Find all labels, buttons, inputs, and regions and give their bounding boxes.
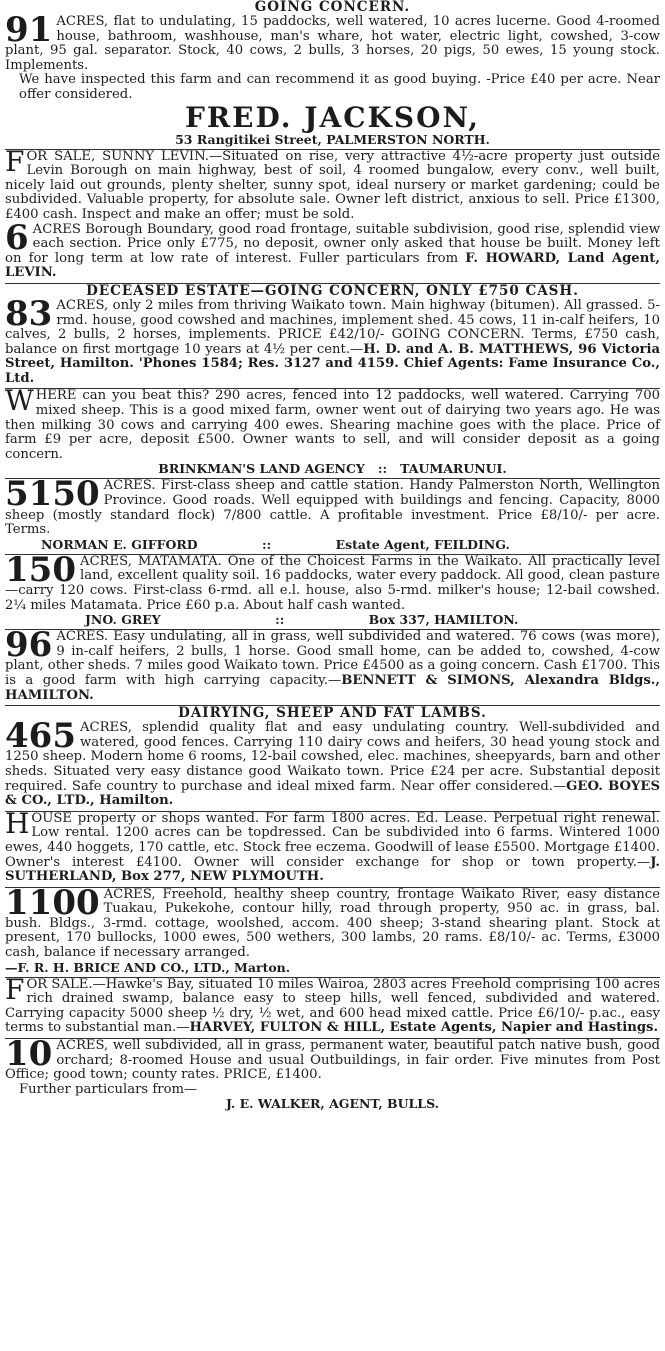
acreage-number: 6	[5, 217, 29, 258]
ad-text: ACRES, well subdivided, all in grass, permanent water, beautiful patch native bush, good orchard; 8-roomed House and usual Outbuildings, in fair order. Five minutes from Post Office; good town; county rates. PRICE, £1400.	[5, 1038, 660, 1083]
ad-96-acres	[5, 625, 660, 703]
ad-body	[5, 882, 660, 961]
acreage-number: 91	[5, 10, 53, 50]
ad-text: ACRES. Easy undulating, all in grass, well subdivided and watered. 76 cows (was more), 9 in-calf heifers, 2 bulls, 1 horse. Good small home, can be added to, cowshed, 4-cow plant, other sheds. 7 miles good Waikato town. Price £4500 as a going concern. Cash £1700. This is a good farm with high carrying capacity.—	[5, 629, 660, 688]
drop-cap: F	[5, 144, 25, 178]
agent-name: J. SUTHERLAND, Box 277, NEW PLYMOUTH.	[5, 854, 660, 885]
ad-body	[5, 625, 660, 703]
acreage-number: 150	[5, 549, 76, 590]
ad-body	[5, 144, 660, 223]
agent-name: —F. R. H. BRICE AND CO., LTD., Marton.	[5, 959, 291, 975]
ad-10-acres	[5, 1034, 660, 1112]
ad-sheep-station	[5, 474, 660, 552]
ad-dairying-sheep	[5, 705, 660, 809]
drop-cap: H	[5, 806, 30, 840]
ad-hawkes-bay	[5, 972, 660, 1036]
ad-body	[5, 293, 660, 387]
agent-name: H. D. and A. B. MATTHEWS, 96 Victoria Street, Hamilton. 'Phones 1584; Res. 3127 and 4159. Chief Agents: Fame Insurance Co., Ltd.	[5, 341, 660, 386]
separator: ::	[262, 536, 272, 552]
ad-body	[5, 1034, 660, 1083]
agent-name: J. E. WALKER, AGENT, BULLS.	[225, 1096, 440, 1112]
agent-town: TAUMARUNUI.	[400, 461, 507, 477]
agent-name: BRINKMAN'S LAND AGENCY	[158, 461, 365, 477]
ad-body	[5, 384, 660, 462]
agent-name: JNO. GREY	[85, 612, 161, 628]
ad-body-2	[5, 217, 660, 281]
ad-text: ACRES, only 2 miles from thriving Waikato town. Main highway (bitumen). All grassed. 5-rmd. house, good cowshed and machines, implement shed. 45 cows, 11 in-calf heifers, 10 calves, 2 bulls, 2 horses, implements. PRICE £42/10/- GOING CONCERN. Terms, £750 cash, balance on first mortgage 10 years at 4½ per cent.—	[5, 297, 660, 357]
agent-name: BENNETT & SIMONS, Alexandra Bldgs., HAMILTON.	[5, 672, 660, 703]
agent-name: F. HOWARD, Land Agent, LEVIN.	[5, 250, 660, 281]
ad-where-beat-this	[5, 384, 660, 477]
ad-text-2: ACRES Borough Boundary, good road frontage, suitable subdivision, good rise, splendid view each section. Price only £775, no deposit, owner only asked that house be built. Money left on for long term at low rate of interest. Fuller particulars from	[5, 221, 660, 266]
drop-cap: W	[5, 384, 34, 418]
ad-deceased-estate	[5, 283, 660, 387]
ad-body	[5, 10, 660, 73]
ad-body	[5, 972, 660, 1036]
ad-text: ACRES, splendid quality flat and easy undulating country. Well-subdivided and watered, good fences. Carrying 110 dairy cows and heifers, 30 head young stock and 1250 sheep. Modern home 6 rooms, 12-bail cowshed, elec. machines, sheepyards, barn and other sheds. Situated very easy distance good Waikato town. Price £24 per acre. Substantial deposit required. Safe country to purchase and ideal mixed farm. Near offer considered.—	[5, 720, 660, 794]
acreage-number: 10	[5, 1034, 53, 1075]
agent-name: FRED. JACKSON,	[184, 100, 481, 134]
ad-text: OR SALE.—Hawke's Bay, situated 10 miles Wairoa, 2803 acres Freehold comprising 100 acres rich drained swamp, balance easy to steep hills, well fenced, subdivided and watered. Carrying capacity 5000 sheep ½ dry, ½ wet, and 600 head mixed cattle. Price £6/10/- p.ac., easy terms to substantial man.—	[5, 976, 660, 1036]
ad-1100-acres	[5, 882, 660, 975]
agent-line	[5, 613, 660, 627]
agent-name: NORMAN E. GIFFORD	[41, 536, 198, 552]
ad-text-2: Further particulars from—	[19, 1081, 198, 1097]
ad-body	[5, 474, 660, 538]
ad-going-concern	[5, 0, 660, 147]
agent-address: 53 Rangitikei Street, PALMERSTON NORTH.	[175, 131, 490, 147]
drop-cap: F	[5, 972, 25, 1006]
agent-name: HARVEY, FULTON & HILL, Estate Agents, Napier and Hastings.	[189, 1020, 659, 1036]
ad-matamata	[5, 549, 660, 628]
ad-text: OUSE property or shops wanted. For farm 1800 acres. Ed. Lease. Perpetual right renewal. Low rental. 1200 acres can be topdressed. Can be subdivided into 6 farms. Wintered 1000 ewes, 440 hoggets, 170 cattle, etc. Stock free eczema. Goodwill of lease £5500. Mortgage £1400. Owner's interest £4100. Owner will consider exchange for shop or town property.—	[5, 810, 660, 870]
agent-town: Box 337, HAMILTON.	[368, 612, 519, 628]
ad-heading: GOING CONCERN.	[254, 0, 411, 15]
ad-body	[5, 806, 660, 885]
agent-town: Estate Agent, FEILDING.	[335, 536, 510, 552]
ad-text: HERE can you beat this? 290 acres, fenced into 12 paddocks, well watered. Carrying 700 mixed sheep. This is a good mixed farm, owner went out of dairying two years ago. He was then milking 30 cows and carrying 400 ewes. Shearing machine goes with the place. Price of farm £9 per acre, deposit £500. Owner wants to sell, and will consider deposit as a going concern.	[5, 388, 660, 462]
ad-text: OR SALE, SUNNY LEVIN.—Situated on rise, very attractive 4½-acre property just outside Levin Borough on main highway, best of soil, 4 roomed bungalow, every conv., well built, nicely laid out grounds, plenty shelter, sunny spot, ideal nursery or market gardening; could be subdivided. Valuable property, for absolute sale. Owner left district, anxious to sell. Price £1300, £400 cash. Inspect and make an offer; must be sold.	[5, 148, 660, 222]
ad-text: ACRES, Freehold, healthy sheep country, frontage Waikato River, easy distance Tuakau, Pukekohe, contour hilly, road through property, 950 ac. in grass, bal. bush. Bldgs., 3-rmd. cottage, woolshed, accom. 400 sheep; 3-stand shearing plant. Stock at present, 170 bullocks, 1000 ewes, 500 wethers, 300 lambs, 20 rams. £8/10/- ac. Terms, £3000 cash, balance if necessary arranged.	[5, 886, 660, 961]
separator: ::	[275, 612, 285, 628]
acreage-number: 5150	[5, 474, 100, 515]
acreage-number: 96	[5, 625, 53, 666]
ad-text-2: We have inspected this farm and can recommend it as good buying. -Price £40 per acre. Near offer considered.	[19, 72, 660, 102]
separator: ::	[377, 461, 388, 477]
ad-body	[5, 716, 660, 809]
ad-body	[5, 549, 660, 613]
ad-heading: DAIRYING, SHEEP AND FAT LAMBS.	[178, 705, 487, 722]
ad-text: ACRES, MATAMATA. One of the Choicest Farms in the Waikato. All practically level land, excellent quality soil. 16 paddocks, water every paddock. All good, clean pasture—carry 120 cows. First-class 6-rmd. all e.l. house, also 5-rmd. milker's house; 12-bail cowshed. 2¼ miles Matamata. Price £60 p.a. About half cash wanted.	[5, 553, 660, 613]
agent-line	[5, 538, 660, 552]
ad-text: ACRES, flat to undulating, 15 paddocks, well watered, 10 acres lucerne. Good 4-roomed house, bathroom, washhouse, man's whare, hot water, electric light, cowshed, 3-cow plant, 95 gal. separator. Stock, 40 cows, 2 bulls, 3 horses, 20 pigs, 50 ewes, 15 young stock. Implements.	[5, 14, 660, 73]
acreage-number: 465	[5, 716, 76, 757]
ad-heading: DECEASED ESTATE—GOING CONCERN, ONLY £750 CASH.	[86, 282, 579, 299]
ad-house-wanted	[5, 806, 660, 885]
acreage-number: 83	[5, 293, 53, 334]
agent-line	[5, 462, 660, 476]
agent-name: GEO. BOYES & CO., LTD., Hamilton.	[5, 778, 660, 809]
ad-text: ACRES. First-class sheep and cattle station. Handy Palmerston North, Wellington Province. Good roads. Well equipped with buildings and fencing. Capacity, 8000 sheep (mostly standard flock) 7/800 cattle. A profitable investment. Price £8/10/- per acre. Terms.	[5, 478, 660, 538]
ad-sunny-levin	[5, 144, 660, 281]
acreage-number: 1100	[5, 882, 100, 923]
